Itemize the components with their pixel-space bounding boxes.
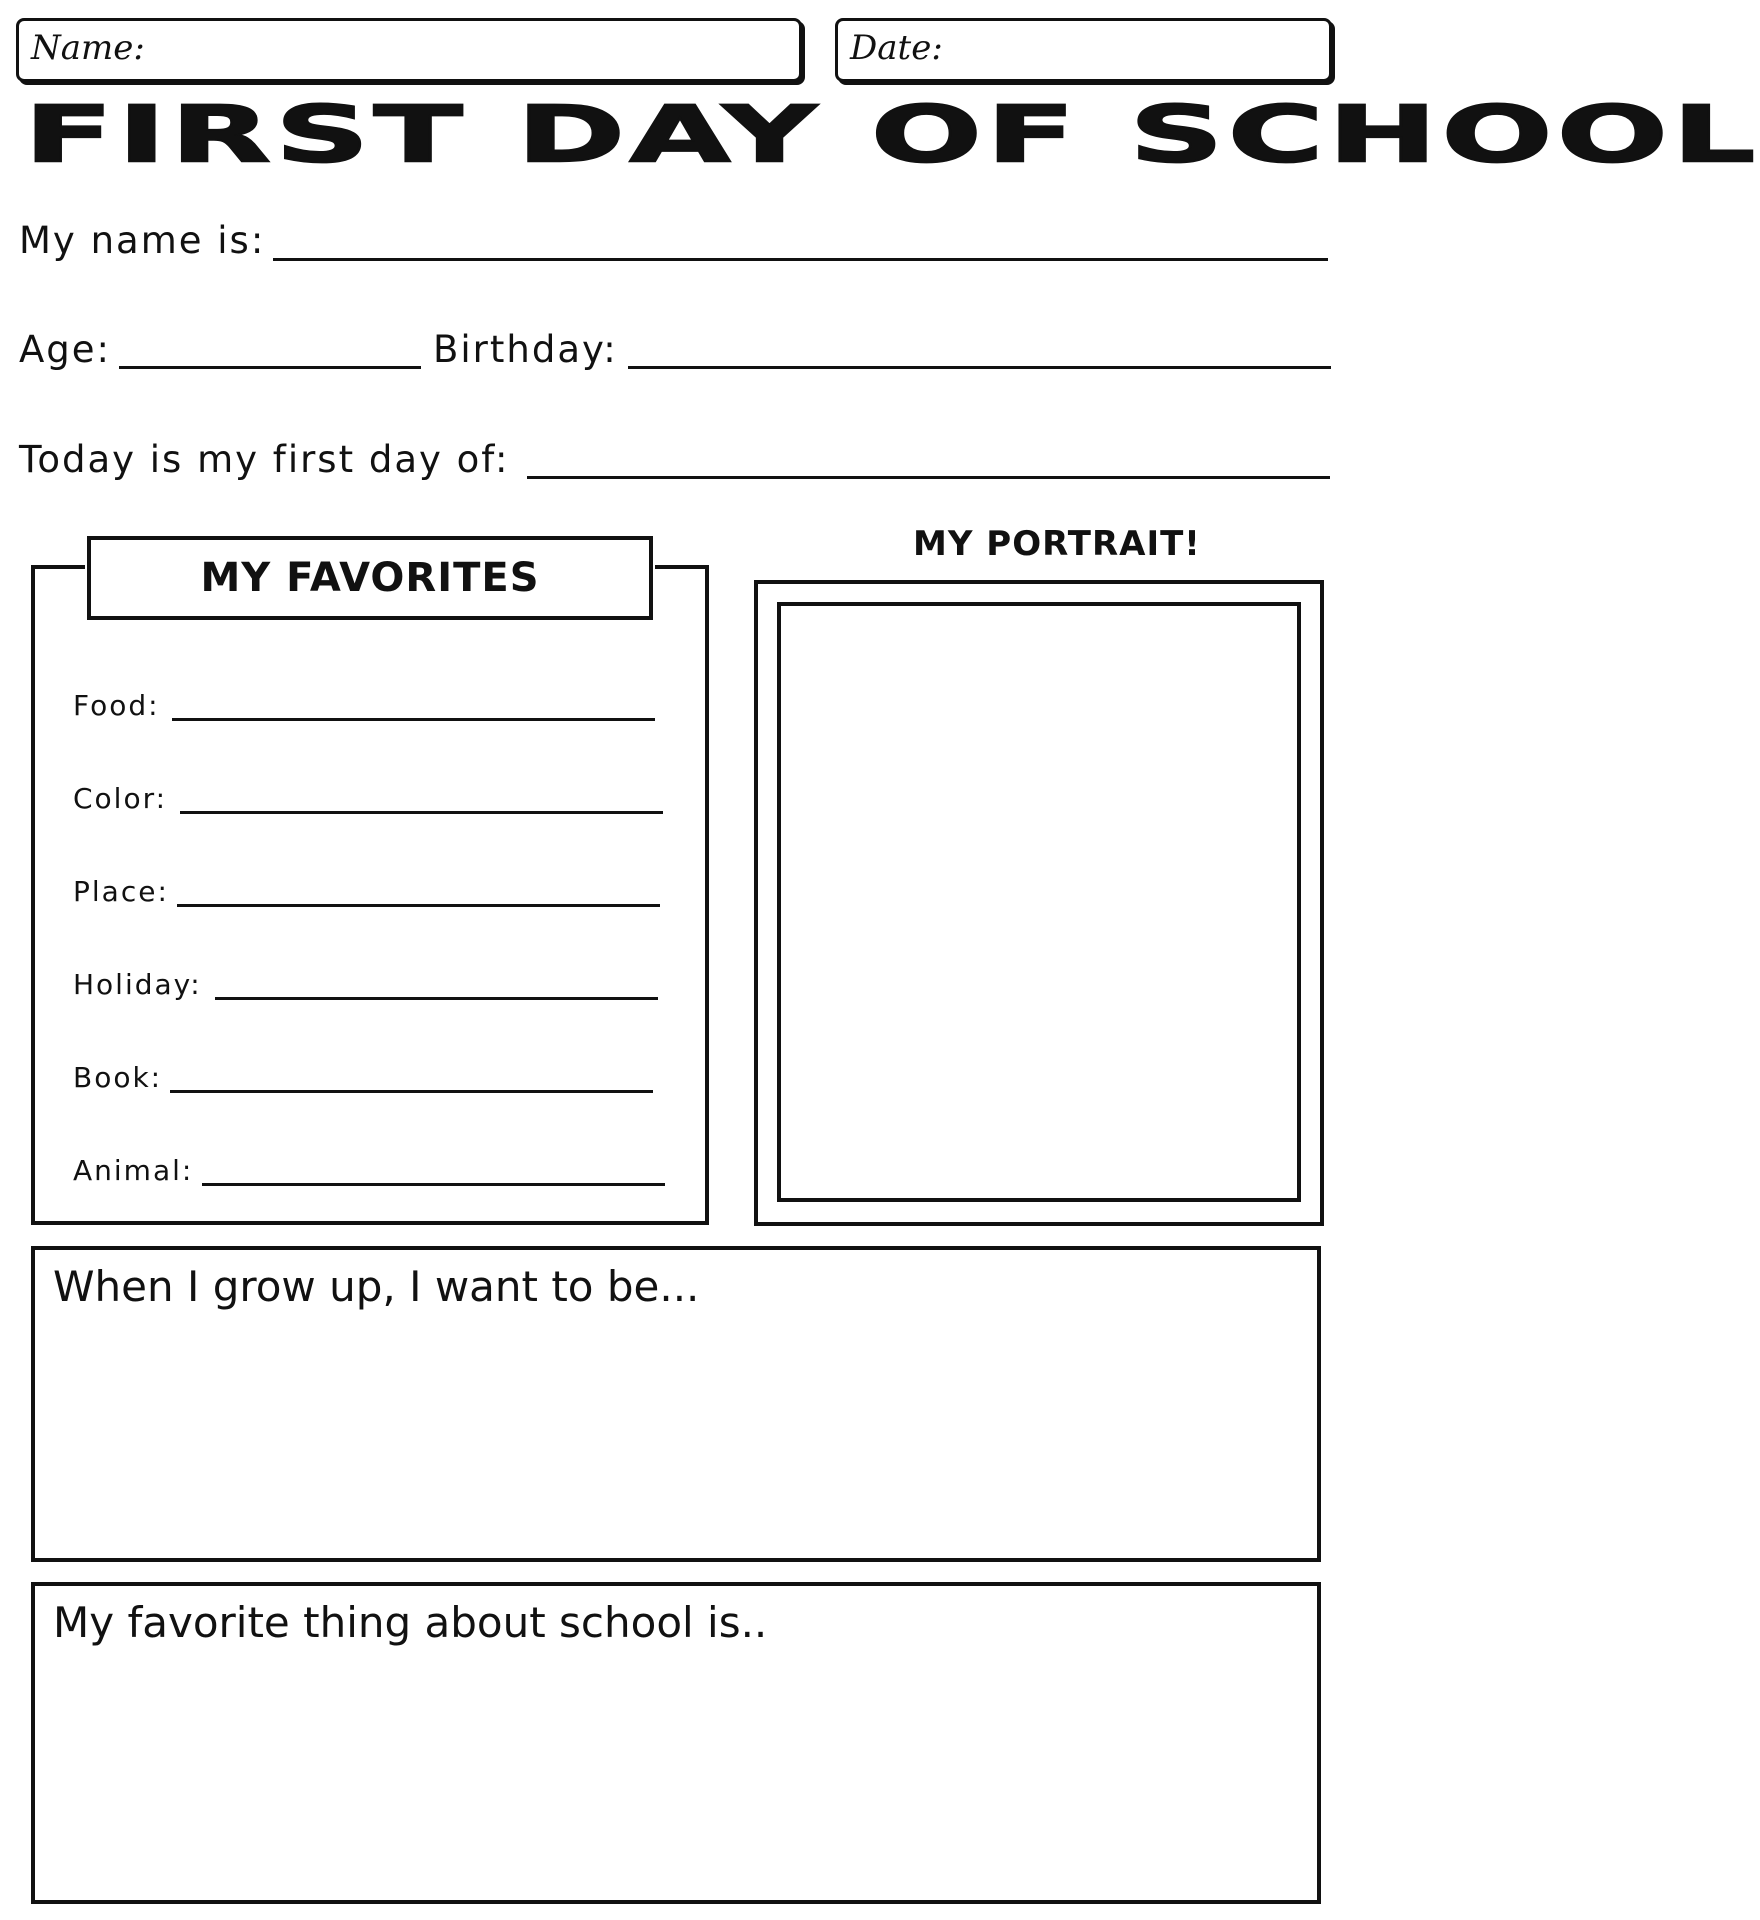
favorite-holiday-label: Holiday:: [73, 968, 202, 1001]
favorite-food-label: Food:: [73, 689, 160, 722]
name-header-label: Name:: [31, 28, 145, 68]
age-line[interactable]: [119, 366, 421, 369]
portrait-title: MY PORTRAIT!: [913, 524, 1201, 564]
favorite-holiday-line[interactable]: [215, 997, 658, 1000]
favorite-thing-box[interactable]: [31, 1582, 1321, 1904]
age-label: Age:: [19, 328, 112, 371]
grow-up-box[interactable]: [31, 1246, 1321, 1562]
birthday-label: Birthday:: [433, 328, 618, 371]
portrait-drawing-area[interactable]: [777, 602, 1301, 1202]
favorite-food-line[interactable]: [172, 718, 655, 721]
name-header-field[interactable]: [16, 18, 802, 82]
my-name-line[interactable]: [273, 258, 1328, 261]
page-title: FIRST DAY OF SCHOOL: [24, 89, 1760, 181]
favorite-place-label: Place:: [73, 875, 169, 908]
favorite-book-line[interactable]: [170, 1090, 653, 1093]
birthday-line[interactable]: [628, 366, 1331, 369]
favorite-color-line[interactable]: [180, 811, 663, 814]
favorite-color-label: Color:: [73, 782, 168, 815]
favorite-animal-line[interactable]: [202, 1183, 665, 1186]
favorite-book-label: Book:: [73, 1061, 163, 1094]
my-name-label: My name is:: [19, 219, 266, 262]
favorite-thing-prompt: My favorite thing about school is..: [53, 1598, 768, 1647]
date-header-field[interactable]: [835, 18, 1332, 82]
favorite-animal-label: Animal:: [73, 1154, 194, 1187]
first-day-line[interactable]: [527, 476, 1330, 479]
first-day-label: Today is my first day of:: [19, 438, 510, 481]
grow-up-prompt: When I grow up, I want to be...: [53, 1262, 700, 1311]
favorites-title-box: [87, 536, 653, 620]
favorite-place-line[interactable]: [177, 904, 660, 907]
favorites-title: MY FAVORITES: [200, 555, 540, 601]
date-header-label: Date:: [850, 28, 943, 68]
